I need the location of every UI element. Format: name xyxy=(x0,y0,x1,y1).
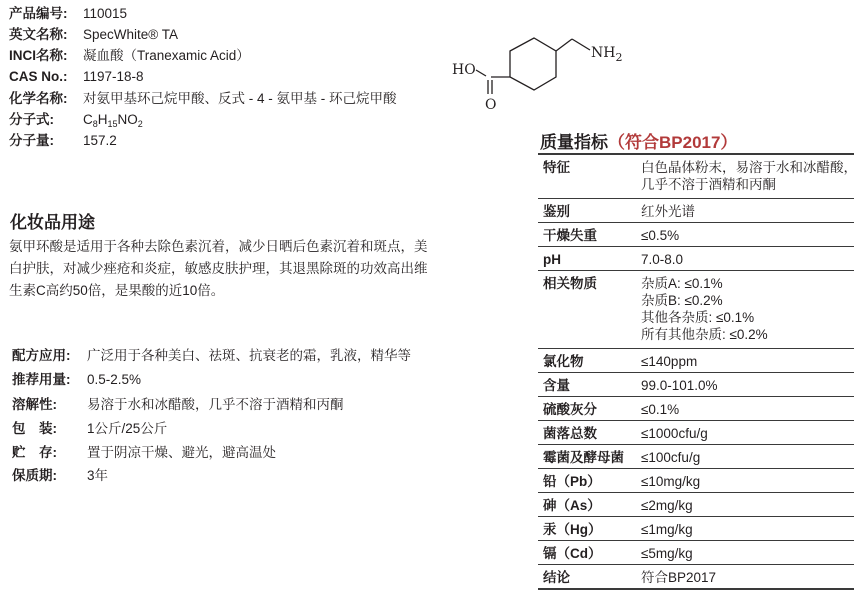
molecular-weight-row xyxy=(9,131,117,151)
spec-value xyxy=(641,353,856,370)
spec-name: pH xyxy=(543,252,561,267)
spec-name: 鉴别 xyxy=(543,204,570,219)
spec-value xyxy=(641,569,856,586)
application-row xyxy=(12,443,276,463)
table-row xyxy=(538,397,854,420)
cas-value: 1197-18-8 xyxy=(83,69,144,84)
product-code-label: 产品编号: xyxy=(9,6,68,21)
spec-value-line: ≤100cfu/g xyxy=(641,450,701,465)
table-row xyxy=(538,155,857,198)
chemical-name-row xyxy=(9,89,397,109)
english-name-label: 英文名称: xyxy=(9,27,68,42)
spec-name: 相关物质 xyxy=(543,276,597,291)
spec-value xyxy=(641,545,856,562)
spec-name: 干燥失重 xyxy=(543,228,597,243)
spec-name: 菌落总数 xyxy=(543,426,597,441)
table-row-rule xyxy=(538,588,854,590)
usage-description: 氨甲环酸是适用于各种去除色素沉着，减少日晒后色素沉着和斑点，美白护肤，对减少痤疮和炎症，敏感皮肤护理，其退黑除斑的功效高出维生素C高约50倍，是果酸的近10倍。 xyxy=(9,239,428,298)
spec-value-line: 7.0-8.0 xyxy=(641,252,684,267)
spec-value xyxy=(641,521,856,538)
application-label: 溶解性: xyxy=(12,397,57,412)
table-row xyxy=(538,199,854,222)
cas-label: CAS No.: xyxy=(9,69,68,84)
table-row xyxy=(538,493,854,516)
english-name-row xyxy=(9,25,178,45)
spec-name: 结论 xyxy=(543,570,570,585)
usage-title: 化妆品用途 xyxy=(10,213,95,232)
spec-value xyxy=(641,203,856,220)
spec-name: 硫酸灰分 xyxy=(543,402,597,417)
table-row xyxy=(538,541,854,564)
application-row xyxy=(12,466,108,486)
spec-value-line: 几乎不溶于酒精和丙酮 xyxy=(641,177,776,192)
spec-value-line: 符合BP2017 xyxy=(641,570,717,585)
spec-value xyxy=(641,497,856,514)
spec-name: 铅（Pb） xyxy=(543,474,601,489)
application-row xyxy=(12,395,344,415)
table-row xyxy=(538,271,854,348)
carbonyl-oxygen-label: O xyxy=(485,97,497,113)
spec-name: 氯化物 xyxy=(543,354,584,369)
table-row xyxy=(538,445,854,468)
inci-name-row xyxy=(9,46,250,66)
spec-value-line: ≤1mg/kg xyxy=(641,522,693,537)
spec-value-line: ≤2mg/kg xyxy=(641,498,693,513)
spec-name: 含量 xyxy=(543,378,570,393)
spec-value xyxy=(641,275,856,343)
spec-value xyxy=(641,425,856,442)
table-row xyxy=(538,565,854,588)
quality-title: 质量指标（符合BP2017） xyxy=(540,133,738,152)
spec-value-line: 杂质B: ≤0.2% xyxy=(641,293,723,308)
application-label: 保质期: xyxy=(12,468,57,483)
table-row xyxy=(538,247,854,270)
chemical-name-label: 化学名称: xyxy=(9,91,68,106)
application-row xyxy=(12,370,141,390)
product-code-row xyxy=(9,4,127,24)
spec-value-line: ≤1000cfu/g xyxy=(641,426,708,441)
inci-name-value: 凝血酸（Tranexamic Acid） xyxy=(83,48,250,63)
english-name-value: SpecWhite® TA xyxy=(83,27,178,42)
application-row xyxy=(12,419,167,439)
molecule-structure xyxy=(448,10,638,122)
table-row xyxy=(538,421,854,444)
table-row xyxy=(538,349,854,372)
quality-standard: （符合BP2017） xyxy=(608,133,738,152)
formula-row xyxy=(9,110,143,130)
hydroxyl-label: HO xyxy=(452,62,476,78)
spec-value xyxy=(641,251,856,268)
spec-value xyxy=(641,159,856,193)
table-row xyxy=(538,373,854,396)
application-value: 3年 xyxy=(87,468,109,483)
product-code-value: 110015 xyxy=(83,6,128,21)
spec-value xyxy=(641,473,856,490)
spec-value xyxy=(641,377,856,394)
application-value: 0.5-2.5% xyxy=(87,372,142,387)
spec-value xyxy=(641,449,856,466)
application-value: 置于阴凉干燥、避光，避高温处 xyxy=(87,445,276,460)
spec-value-line: ≤0.1% xyxy=(641,402,680,417)
spec-name: 汞（Hg） xyxy=(543,522,602,537)
application-value: 易溶于水和冰醋酸，几乎不溶于酒精和丙酮 xyxy=(87,397,344,412)
chemical-name-value: 对氨甲基环己烷甲酸、反式 - 4 - 氨甲基 - 环己烷甲酸 xyxy=(83,91,397,106)
spec-value-line: ≤140ppm xyxy=(641,354,698,369)
table-row xyxy=(538,223,854,246)
amine-label: $NH_2$ xyxy=(591,45,623,64)
amine-bond xyxy=(572,39,590,50)
table-row xyxy=(538,469,854,492)
spec-name: 特征 xyxy=(543,160,570,175)
spec-value-line: 红外光谱 xyxy=(641,204,695,219)
spec-value-line: 杂质A: ≤0.1% xyxy=(641,276,723,291)
hydroxyl-bond xyxy=(476,70,486,76)
molecular-weight-label: 分子量: xyxy=(9,133,54,148)
table-row xyxy=(538,517,854,540)
cas-row xyxy=(9,67,144,87)
inci-name-label: INCI名称: xyxy=(9,48,68,63)
spec-value-line: ≤0.5% xyxy=(641,228,680,243)
spec-value-line: ≤10mg/kg xyxy=(641,474,701,489)
methylene-bond xyxy=(556,39,572,51)
spec-value xyxy=(641,227,856,244)
application-label: 推荐用量: xyxy=(12,372,71,387)
spec-value xyxy=(641,401,856,418)
spec-value-line: ≤5mg/kg xyxy=(641,546,693,561)
formula-value: $C_8H_{15}NO_2$ xyxy=(83,112,143,129)
spec-name: 镉（Cd） xyxy=(543,546,602,561)
spec-value-line: 其他各杂质: ≤0.1% xyxy=(641,310,755,325)
application-value: 广泛用于各种美白、祛斑、抗衰老的霜，乳液，精华等 xyxy=(87,348,411,363)
application-label: 贮 存: xyxy=(12,445,57,460)
cyclohexane-ring xyxy=(510,38,556,90)
spec-value-line: 白色晶体粉末，易溶于水和冰醋酸， xyxy=(641,160,857,175)
spec-name: 霉菌及酵母菌 xyxy=(543,450,624,465)
application-value: 1公斤/25公斤 xyxy=(87,421,168,436)
molecular-weight-value: 157.2 xyxy=(83,133,117,148)
spec-name: 砷（As） xyxy=(543,498,601,513)
spec-value-line: 所有其他杂质: ≤0.2% xyxy=(641,327,768,342)
application-label: 包 装: xyxy=(12,421,57,436)
application-row xyxy=(12,346,411,366)
application-label: 配方应用: xyxy=(12,348,71,363)
formula-label: 分子式: xyxy=(9,112,54,127)
spec-value-line: 99.0-101.0% xyxy=(641,378,718,393)
